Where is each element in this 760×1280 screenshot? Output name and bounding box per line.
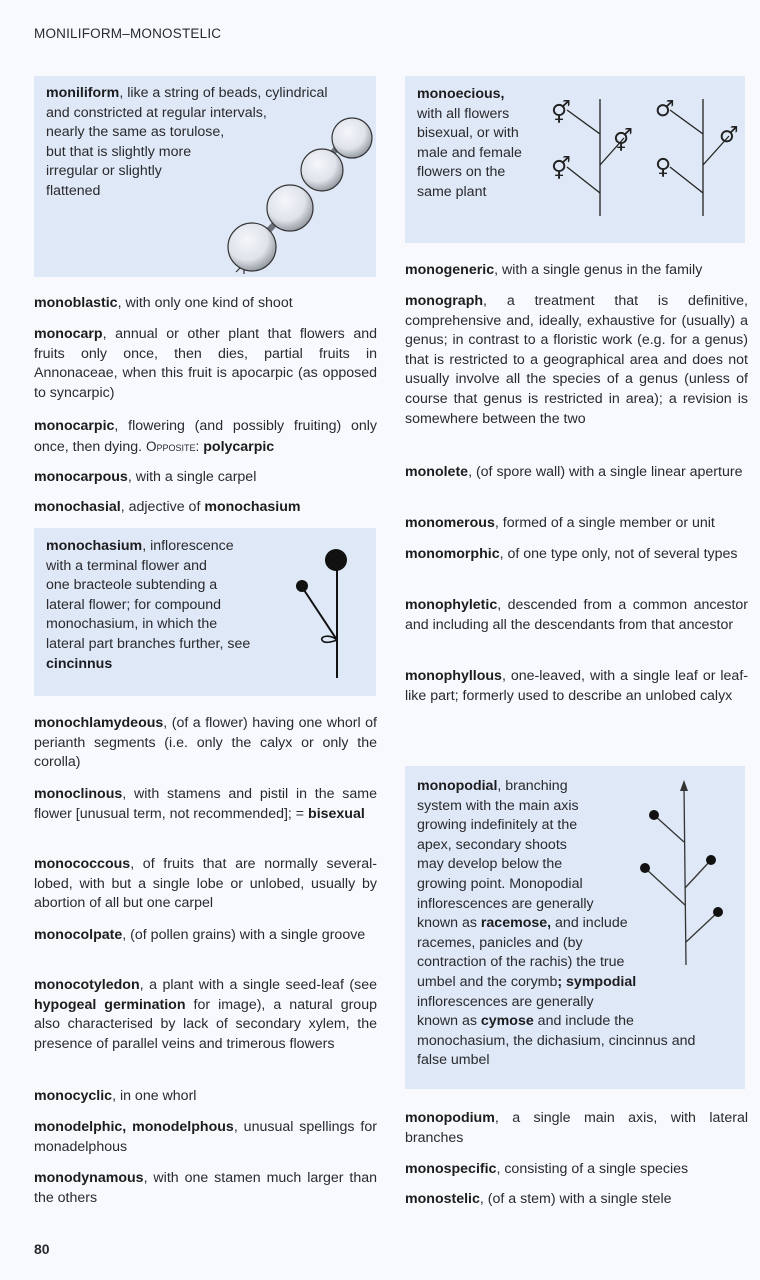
entry-monogeneric: monogeneric, with a single genus in the family <box>405 262 703 278</box>
monopodial-line-7: inflorescences are generally <box>417 895 594 912</box>
monochasium-box <box>34 528 376 696</box>
female-flower-icon: ♀ <box>655 155 672 180</box>
monopodial-line-12: inflorescences are generally <box>417 993 594 1010</box>
moniliform-line-5: irregular or slightly <box>46 163 162 180</box>
entry-monoblastic: monoblastic, with only one kind of shoot <box>34 295 293 311</box>
right-column <box>405 0 748 1280</box>
entry-monograph: monograph, a treatment that is definitive, comprehensive and, ideally, exhaustive for (usually) a genus; in contrast to a floristic work (e.g. for a genus) that is restricted to a geographical area and does not usually involve all the species of a genus (unless of course that genus is restricted in area); a revision is somewhere between the two <box>405 293 748 427</box>
monochasium-line-6: lateral part branches further, see <box>46 635 251 652</box>
entry-monophyletic: monophyletic, descended from a common ancestor and including all the descendants from that ancestor <box>405 597 748 633</box>
entry-monocolpate: monocolpate, (of pollen grains) with a single groove <box>34 927 366 943</box>
monopodial-diagram <box>635 780 725 970</box>
running-head: MONILIFORM–MONOSTELIC <box>34 26 222 41</box>
entry-monocarp: monocarp, annual or other plant that flowers and fruits only once, then dies, partial fruits in Annonaceae, when this fruit is apocarpic (as opposed to syncarpic) <box>34 326 377 401</box>
cross-ref-monochasium[interactable]: monochasium <box>204 499 301 515</box>
monoecious-diagram <box>543 96 743 221</box>
cross-ref-polycarpic[interactable]: polycarpic <box>203 438 275 455</box>
monochasium-diagram <box>292 546 352 686</box>
entry-monostelic: monostelic, (of a stem) with a single stele <box>405 1191 672 1207</box>
monoecious-line-5: flowers on the <box>417 164 506 181</box>
entry-monococcous: monococcous, of fruits that are normally several-lobed, with but a single lobe or unlobed, usually by abortion of all but one carpel <box>34 856 377 912</box>
entry-monocyclic: monocyclic, in one whorl <box>34 1088 197 1104</box>
term-monochasium: monochasium <box>46 538 143 554</box>
monopodial-line-8: known as racemose, and include <box>417 915 628 932</box>
monochasium-line-1: monochasium, inflorescence <box>46 538 234 554</box>
monopodial-box <box>405 766 745 1089</box>
monochasium-line-5: monochasium, in which the <box>46 616 218 633</box>
cross-ref-hypogeal-germination[interactable]: hypogeal germination <box>34 996 186 1013</box>
cross-ref-cymose[interactable]: cymose <box>480 1013 534 1030</box>
string-of-beads-illustration <box>214 104 374 274</box>
monoecious-line-4: male and female <box>417 144 522 161</box>
entry-monomerous: monomerous, formed of a single member or unit <box>405 515 715 531</box>
moniliform-line-6: flattened <box>46 182 101 199</box>
monopodial-line-3: growing indefinitely at the <box>417 817 578 834</box>
entry-monoclinous: monoclinous, with stamens and pistil in the same flower [unusual term, not recommended]; = bisexual <box>34 786 377 822</box>
left-column <box>34 0 377 1280</box>
monopodial-line-14: monochasium, the dichasium, cincinnus and <box>417 1032 696 1049</box>
moniliform-box <box>34 76 376 277</box>
monoecious-line-1 <box>417 85 547 105</box>
monochasium-line-3: one bracteole subtending a <box>46 577 218 594</box>
monopodial-line-13: known as cymose and include the <box>417 1013 634 1030</box>
axis-arrow-icon <box>680 780 688 791</box>
cross-ref-cincinnus[interactable]: cincinnus <box>46 655 113 672</box>
monoecious-line-2: with all flowers <box>417 105 510 122</box>
entry-monocotyledon: monocotyledon, a plant with a single seed-leaf (see hypogeal germination for image), a natural group also characterised by lack of secondary xylem, the presence of parallel veins and trimerous flowers <box>34 977 377 1052</box>
monopodial-line-15: false umbel <box>417 1052 490 1069</box>
bisexual-flower-icon: ⚥ <box>551 157 571 182</box>
monochasium-line-4: lateral flower; for compound <box>46 596 222 613</box>
monopodial-line-9: racemes, panicles and (by <box>417 934 583 951</box>
cross-ref-bisexual[interactable]: bisexual <box>308 805 365 822</box>
term-monopodial: monopodial <box>417 778 498 794</box>
monopodial-line-4: apex, secondary shoots <box>417 836 567 853</box>
monopodial-line-2: system with the main axis <box>417 797 579 814</box>
bisexual-flower-icon: ⚥ <box>551 101 571 126</box>
monoecious-line-6: same plant <box>417 183 487 200</box>
moniliform-line-1: moniliform, like a string of beads, cylindrical <box>46 85 328 101</box>
entry-monolete: monolete, (of spore wall) with a single linear aperture <box>405 464 743 480</box>
entry-monopodium: monopodium, a single main axis, with lateral branches <box>405 1110 748 1146</box>
term-monoecious: monoecious, <box>417 86 505 102</box>
entry-monospecific: monospecific, consisting of a single species <box>405 1161 689 1177</box>
monoecious-line-3: bisexual, or with <box>417 125 519 142</box>
entry-monocarpic: monocarpic, flowering (and possibly fruiting) only once, then dying. Opposite: polycarpic <box>34 418 377 455</box>
entry-monochlamydeous: monochlamydeous, (of a flower) having one whorl of perianth segments (i.e. only the calyx or only the corolla) <box>34 715 377 771</box>
page-number: 80 <box>34 1241 50 1257</box>
male-flower-icon: ♂ <box>655 97 675 122</box>
moniliform-line-4: but that is slightly more <box>46 143 192 160</box>
monopodial-line-11: umbel and the corymb; sympodial <box>417 973 637 990</box>
entry-monochasial: monochasial, adjective of monochasium <box>34 499 301 515</box>
bisexual-flower-icon: ⚥ <box>613 129 633 154</box>
entry-monodelphic: monodelphic, monodelphous, unusual spellings for monadelphous <box>34 1119 377 1155</box>
term-moniliform: moniliform <box>46 85 120 101</box>
monopodial-line-1: monopodial, branching <box>417 778 568 794</box>
monochasium-line-2: with a terminal flower and <box>46 557 207 574</box>
entry-monomorphic: monomorphic, of one type only, not of several types <box>405 546 738 562</box>
cross-ref-sympodial[interactable]: ; sympodial <box>557 973 637 990</box>
entry-monodynamous: monodynamous, with one stamen much larger than the others <box>34 1170 377 1206</box>
male-flower-icon: ♂ <box>719 123 739 148</box>
monoecious-box <box>405 76 745 243</box>
monochasium-line-7 <box>46 655 316 675</box>
monopodial-line-6: growing point. Monopodial <box>417 875 583 892</box>
monopodial-line-10: contraction of the rachis) the true <box>417 954 625 971</box>
entry-monophyllous: monophyllous, one-leaved, with a single leaf or leaf-like part; formerly used to describe an unlobed calyx <box>405 668 748 704</box>
moniliform-line-2: and constricted at regular intervals, <box>46 104 267 121</box>
opposite-label: Opposite: <box>146 438 200 454</box>
moniliform-line-3: nearly the same as torulose, <box>46 124 225 141</box>
cross-ref-racemose[interactable]: racemose, <box>480 915 552 932</box>
entry-monocarpous: monocarpous, with a single carpel <box>34 469 257 485</box>
monopodial-line-5: may develop below the <box>417 856 563 873</box>
